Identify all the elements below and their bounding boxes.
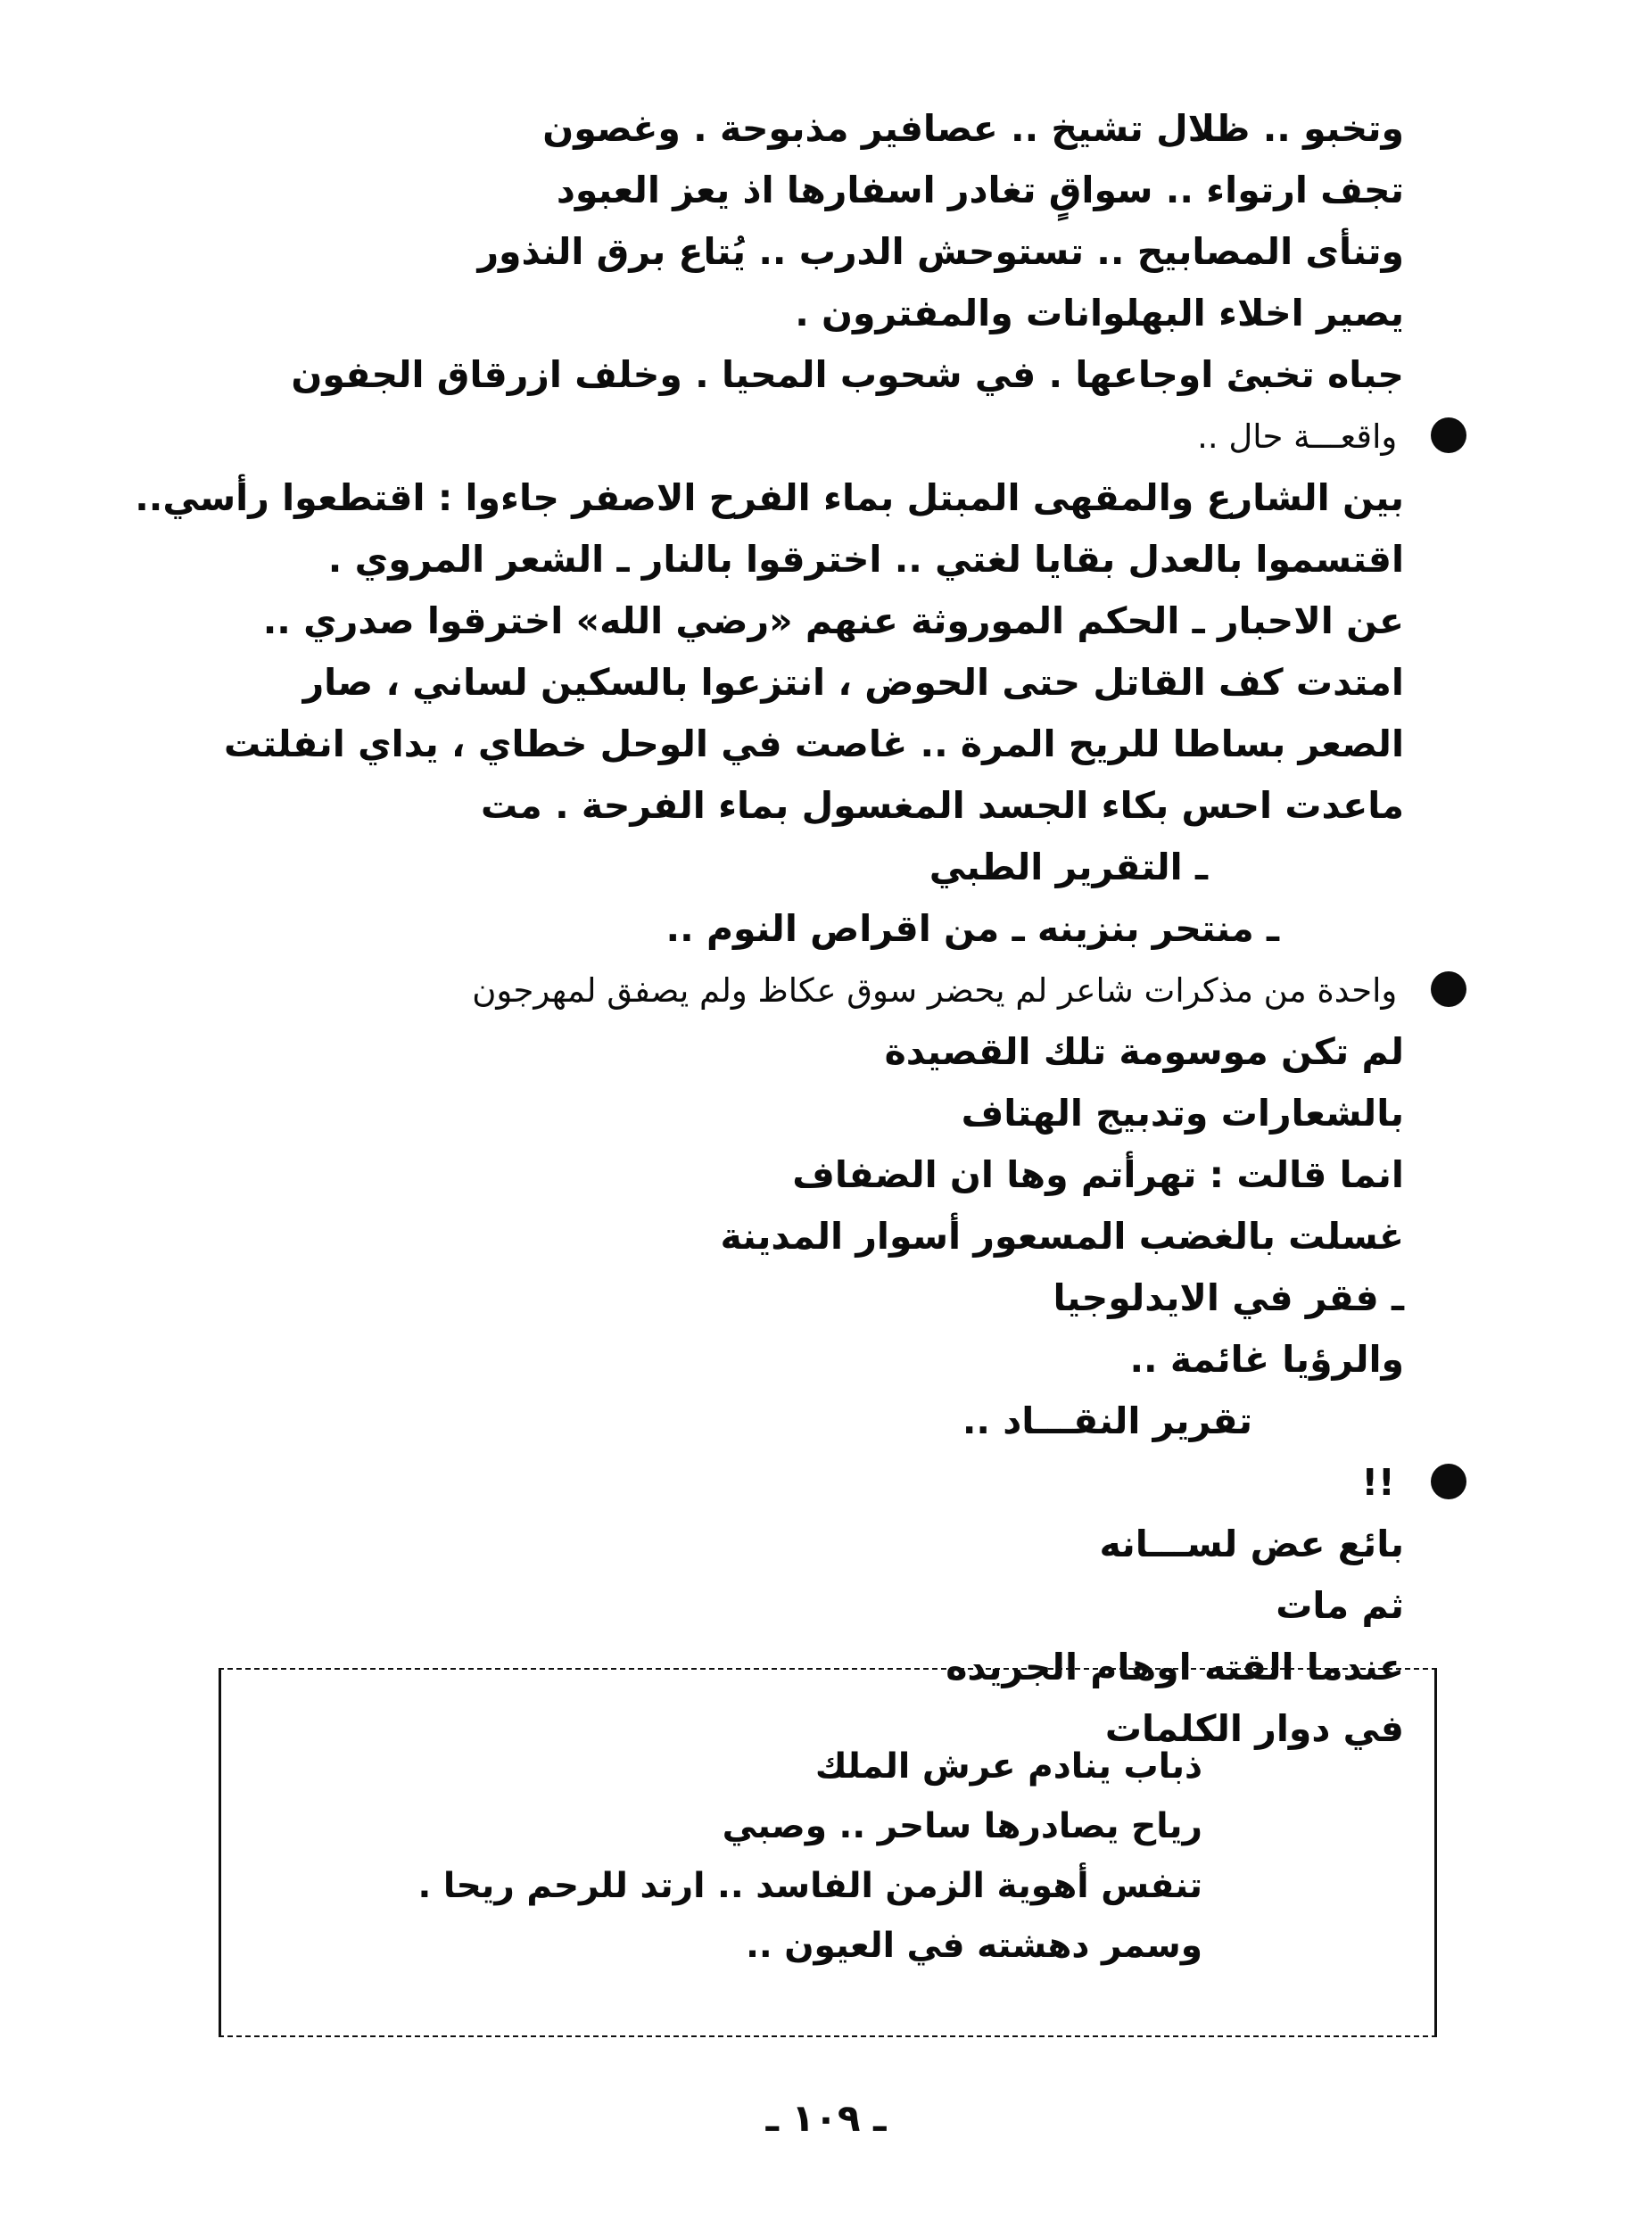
poem-line: ـ فقر في الايدلوجيا [1053, 1276, 1404, 1319]
poem-line: انما قالت : تهرأتم وها ان الضفاف [792, 1153, 1404, 1196]
poem-text-block [135, 98, 1404, 1760]
section-heading [244, 406, 1404, 467]
poem-line: تجف ارتواء .. سواقٍ تغادر اسفارها اذ يعز العبود [556, 169, 1404, 211]
poem-line: عندما القته اوهام الجريده [946, 1646, 1404, 1688]
report-line: تقرير النقـــاد .. [962, 1399, 1252, 1442]
section-heading-text: !! [1361, 1461, 1395, 1504]
section-heading-text: واحدة من مذكرات شاعر لم يحضر سوق عكاظ ولم يصفق لمهرجون [472, 971, 1398, 1010]
poem-line: بالشعارات وتدبيج الهتاف [961, 1092, 1404, 1135]
boxed-stanza-line: رياح يصادرها ساحر .. وصبي [722, 1806, 1202, 1846]
section-heading [244, 960, 1404, 1021]
poem-line: وتنأى المصابيح .. تستوحش الدرب .. يُتاع برق النذور [477, 230, 1404, 273]
poem-line: في دوار الكلمات [1104, 1707, 1404, 1750]
page-number: ـ ١٠٩ ـ [765, 2096, 887, 2140]
section-heading-text: واقعـــة حال .. [1197, 417, 1398, 456]
boxed-stanza-text [418, 1737, 1202, 1976]
boxed-stanza-line: وسمر دهشته في العيون .. [746, 1926, 1202, 1966]
poem-line: الصعر بساطا للريح المرة .. غاصت في الوحل خطاي ، يداي انفلتت [223, 722, 1404, 765]
report-line: ـ منتحر بنزينه ـ من اقراص النوم .. [665, 907, 1279, 950]
poem-line: ماعدت احس بكاء الجسد المغسول بماء الفرحة . مت [481, 784, 1404, 827]
poem-line: ثم مات [1276, 1584, 1404, 1627]
bullet-dot-icon [1431, 417, 1466, 453]
poem-line: اقتسموا بالعدل بقايا لغتي .. اخترقوا بالنار ـ الشعر المروي . [327, 538, 1404, 581]
report-line: ـ التقرير الطبي [929, 846, 1208, 888]
poem-line: يصير اخلاء البهلوانات والمفترون . [795, 292, 1404, 334]
poem-line: عن الاحبار ـ الحكم الموروثة عنهم «رضي الله» اخترقوا صدري .. [262, 599, 1404, 642]
bullet-dot-icon [1431, 971, 1466, 1007]
boxed-stanza-line: تنفس أهوية الزمن الفاسد .. ارتد للرحم ريحا . [417, 1866, 1202, 1906]
poem-line: جباه تخبئ اوجاعها . في شحوب المحيا . وخلف ازرقاق الجفون [291, 353, 1404, 396]
section-heading [244, 1452, 1404, 1514]
poem-line: بائع عض لســـانه [1099, 1523, 1404, 1565]
poem-line: بين الشارع والمقهى المبتل بماء الفرح الاصفر جاءوا : اقتطعوا رأسي.. [135, 476, 1404, 519]
poem-line: امتدت كف القاتل حتى الحوض ، انتزعوا بالسكين لساني ، صار [302, 661, 1404, 704]
boxed-stanza-frame [219, 1668, 1437, 2037]
boxed-stanza-line: ذباب ينادم عرش الملك [814, 1746, 1202, 1787]
poem-line: لم تكن موسومة تلك القصيدة [884, 1030, 1404, 1073]
poem-line: وتخبو .. ظلال تشيخ .. عصافير مذبوحة . وغصون [542, 107, 1404, 150]
poem-line: غسلت بالغضب المسعور أسوار المدينة [720, 1215, 1404, 1258]
bullet-dot-icon [1431, 1464, 1466, 1499]
poem-line: والرؤيا غائمة .. [1129, 1338, 1404, 1381]
